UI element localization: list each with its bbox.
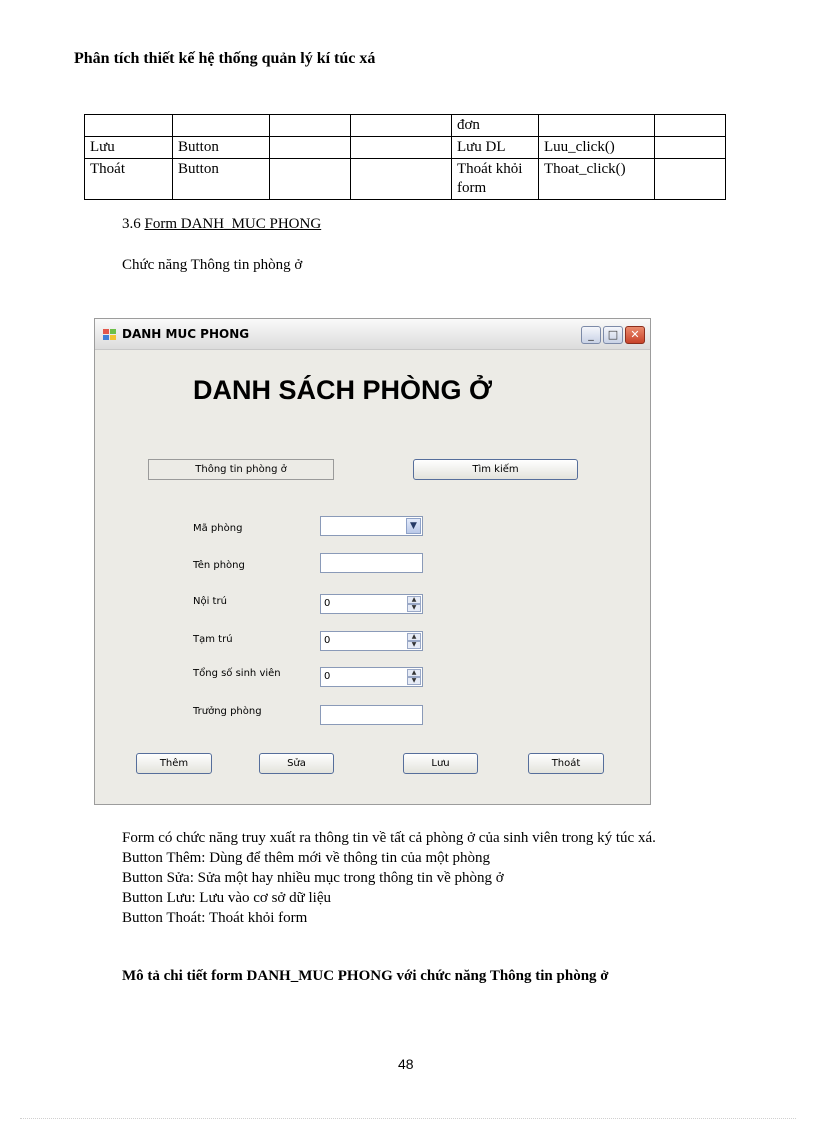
section-title: Form DANH_MUC PHONG (144, 216, 322, 232)
table-cell (351, 159, 452, 200)
table-cell: Thoát (85, 159, 173, 200)
description-line: Button Thoát: Thoát khỏi form (122, 910, 308, 926)
spec-table (84, 114, 726, 200)
truong-phong-label: Trưởng phòng (193, 706, 262, 717)
table-cell (655, 115, 726, 137)
info-group-label: Thông tin phòng ở (148, 459, 334, 480)
section-number: 3.6 (122, 216, 141, 232)
table-cell: Button (173, 137, 270, 159)
table-cell: đơn (452, 115, 539, 137)
app-icon (103, 329, 116, 340)
table-cell: Thoát khỏi form (452, 159, 539, 200)
ma-phong-combo[interactable] (320, 516, 423, 536)
chevron-down-icon[interactable]: ▼ (406, 518, 421, 534)
detail-heading: Mô tả chi tiết form DANH_MUC PHONG với chức năng Thông tin phòng ở (122, 968, 609, 984)
table-cell (351, 137, 452, 159)
truong-phong-input[interactable] (320, 705, 423, 725)
tong-so-stepper[interactable] (320, 667, 423, 687)
table-row (85, 137, 726, 159)
table-cell: Lưu DL (452, 137, 539, 159)
maximize-icon[interactable]: □ (603, 326, 623, 344)
footer-rule (20, 1118, 796, 1119)
ten-phong-input[interactable] (320, 553, 423, 573)
table-cell (270, 159, 351, 200)
description-line: Button Lưu: Lưu vào cơ sở dữ liệu (122, 890, 331, 906)
tam-tru-value: 0 (324, 635, 331, 646)
table-row (85, 115, 726, 137)
table-cell (270, 137, 351, 159)
window-title: DANH MUC PHONG (122, 327, 250, 341)
luu-button[interactable]: Lưu (403, 753, 478, 774)
table-cell: Luu_click() (539, 137, 655, 159)
noi-tru-stepper[interactable] (320, 594, 423, 614)
table-cell (351, 115, 452, 137)
ten-phong-label: Tên phòng (193, 560, 245, 571)
table-cell: Lưu (85, 137, 173, 159)
description (122, 828, 734, 928)
table-cell (655, 159, 726, 200)
table-cell (655, 137, 726, 159)
title-bar[interactable] (95, 319, 650, 350)
search-button[interactable]: Tìm kiếm (413, 459, 578, 480)
description-line: Form có chức năng truy xuất ra thông tin về tất cả phòng ở của sinh viên trong ký túc xá. (122, 830, 656, 846)
them-button[interactable]: Thêm (136, 753, 212, 774)
spinner-icon[interactable]: ▲ ▼ (407, 669, 421, 685)
description-line: Button Thêm: Dùng để thêm mới về thông tin của một phòng (122, 850, 491, 866)
noi-tru-label: Nội trú (193, 596, 227, 607)
table-cell: Thoat_click() (539, 159, 655, 200)
table-cell (173, 115, 270, 137)
description-line: Button Sửa: Sửa một hay nhiều mục trong thông tin về phòng ở (122, 870, 504, 886)
form-window (94, 318, 651, 805)
page-number: 48 (398, 1056, 414, 1072)
table-cell (85, 115, 173, 137)
tam-tru-label: Tạm trú (193, 634, 233, 645)
function-line: Chức năng Thông tin phòng ở (122, 257, 303, 273)
page-header-title: Phân tích thiết kế hệ thống quản lý kí túc xá (74, 50, 376, 67)
form-heading: DANH SÁCH PHÒNG Ở (193, 375, 493, 405)
sua-button[interactable]: Sửa (259, 753, 334, 774)
close-icon[interactable]: ✕ (625, 326, 645, 344)
table-cell: Button (173, 159, 270, 200)
table-row (85, 159, 726, 200)
tong-so-label: Tổng số sinh viên (193, 668, 281, 679)
tam-tru-stepper[interactable] (320, 631, 423, 651)
ma-phong-label: Mã phòng (193, 523, 243, 534)
minimize-icon[interactable]: _ (581, 326, 601, 344)
tong-so-value: 0 (324, 671, 331, 682)
thoat-button[interactable]: Thoát (528, 753, 604, 774)
table-cell (270, 115, 351, 137)
spinner-icon[interactable]: ▲ ▼ (407, 596, 421, 612)
spinner-icon[interactable]: ▲ ▼ (407, 633, 421, 649)
section-heading (122, 216, 321, 233)
table-cell (539, 115, 655, 137)
noi-tru-value: 0 (324, 598, 331, 609)
